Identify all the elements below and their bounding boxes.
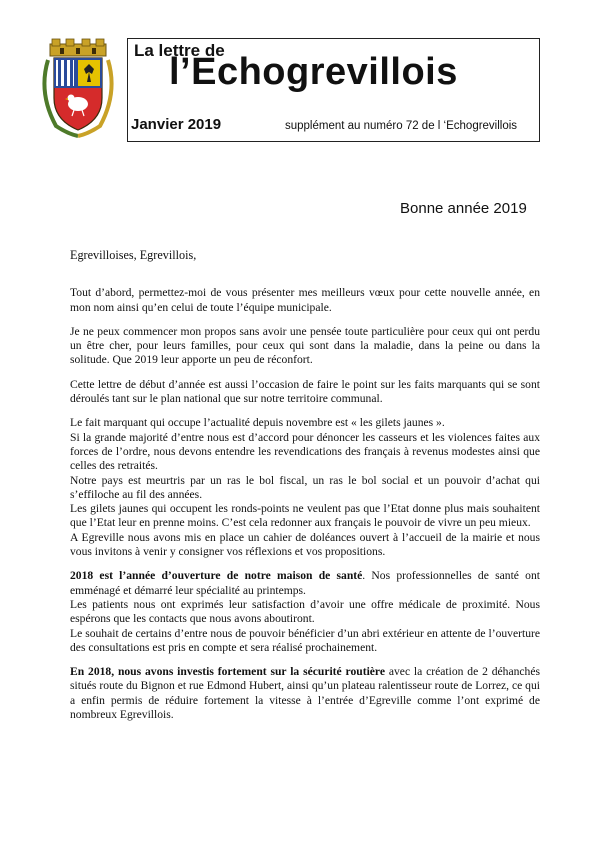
sante-heading: 2018 est l’année d’ouverture de notre maison de santé: [70, 569, 363, 583]
gilets-line: Si la grande majorité d’entre nous est d’accord pour dénoncer les casseurs et les violences faites aux forces de l’ordre, nous devons entendre les revendications des français à revenus modestes ainsi que celles des retraités.: [70, 430, 540, 473]
issue-date: Janvier 2019: [131, 116, 222, 133]
salutation: Egrevilloises, Egrevillois,: [70, 248, 197, 262]
paragraph-securite: [70, 665, 540, 722]
securite-text: avec la création de 2 déhanchés situés route du Bignon et rue Edmond Hubert, ainsi qu’un plateau ralentisseur route de Lorrez, ce qui a enfin permis de réduire fortement la vitesse à l’entrée d’Egreville comme l’ont exprimé de nombreux Egrevillois.: [70, 665, 540, 722]
masthead-title: l’Echogrevillois: [169, 51, 458, 93]
gilets-line: Les gilets jaunes qui occupent les ronds-points ne veulent pas que l’Etat donne plus mais souhaitent que l’Etat leur en prenne moins. C’est cela redonner aux français le pouvoir de vivre un peu mieux.: [70, 502, 540, 530]
new-year-heading: Bonne année 2019: [400, 200, 527, 217]
letter-body: [70, 248, 540, 732]
paragraph-intro: Cette lettre de début d’année est aussi l’occasion de faire le point sur les faits marquants qui se sont déroulés tant sur le plan national que sur notre territoire communal.: [70, 377, 540, 406]
gilets-line: Le fait marquant qui occupe l’actualité depuis novembre est « les gilets jaunes ».: [70, 416, 445, 430]
masthead: [127, 38, 540, 142]
supplement-note: supplément au numéro 72 de l ‘Echogrevillois: [285, 120, 518, 132]
sante-text: . Nos professionnelles de santé ont emménagé et démarré leur spécialité au printemps.: [70, 569, 540, 597]
paragraph-maison-sante: [70, 569, 540, 655]
securite-heading: En 2018, nous avons investis fortement sur la sécurité routière: [70, 665, 386, 679]
paragraph-thoughts: Je ne peux commencer mon propos sans avoir une pensée toute particulière pour ceux qui ont perdu un être cher, pour leurs familles, pour ceux qui sont dans la maladie, dans la peine ou dans la solitude. Que 2019 leur apporte un peu de réconfort.: [70, 324, 540, 367]
gilets-line: A Egreville nous avons mis en place un cahier de doléances ouvert à l’accueil de la mairie et nous vous invitons à venir y consigner vos réflexions et vos propositions.: [70, 530, 540, 559]
sante-line: Le souhait de certains d’entre nous de pouvoir bénéficier d’un abri extérieur en attente de l’ouverture des consultations est pris en compte et sera réalisé prochainement.: [70, 626, 540, 654]
gilets-line: Notre pays est meurtris par un ras le bol fiscal, un ras le bol social et un pouvoir d’achat qui s’effiloche au fil des années.: [70, 473, 540, 501]
sante-line: Les patients nous ont exprimés leur satisfaction d’avoir une offre médicale de proximité. Nous espérons que les contacts que nous avons aboutiront.: [70, 597, 540, 626]
coat-of-arms-logo: [38, 38, 118, 138]
paragraph-wishes: Tout d’abord, permettez-moi de vous présenter mes meilleurs vœux pour cette nouvelle année, en mon nom ainsi qu’en celui de toute l’équipe municipale.: [70, 286, 540, 314]
paragraph-gilets-jaunes: [70, 416, 540, 559]
masthead-kicker: La lettre de: [134, 41, 225, 60]
